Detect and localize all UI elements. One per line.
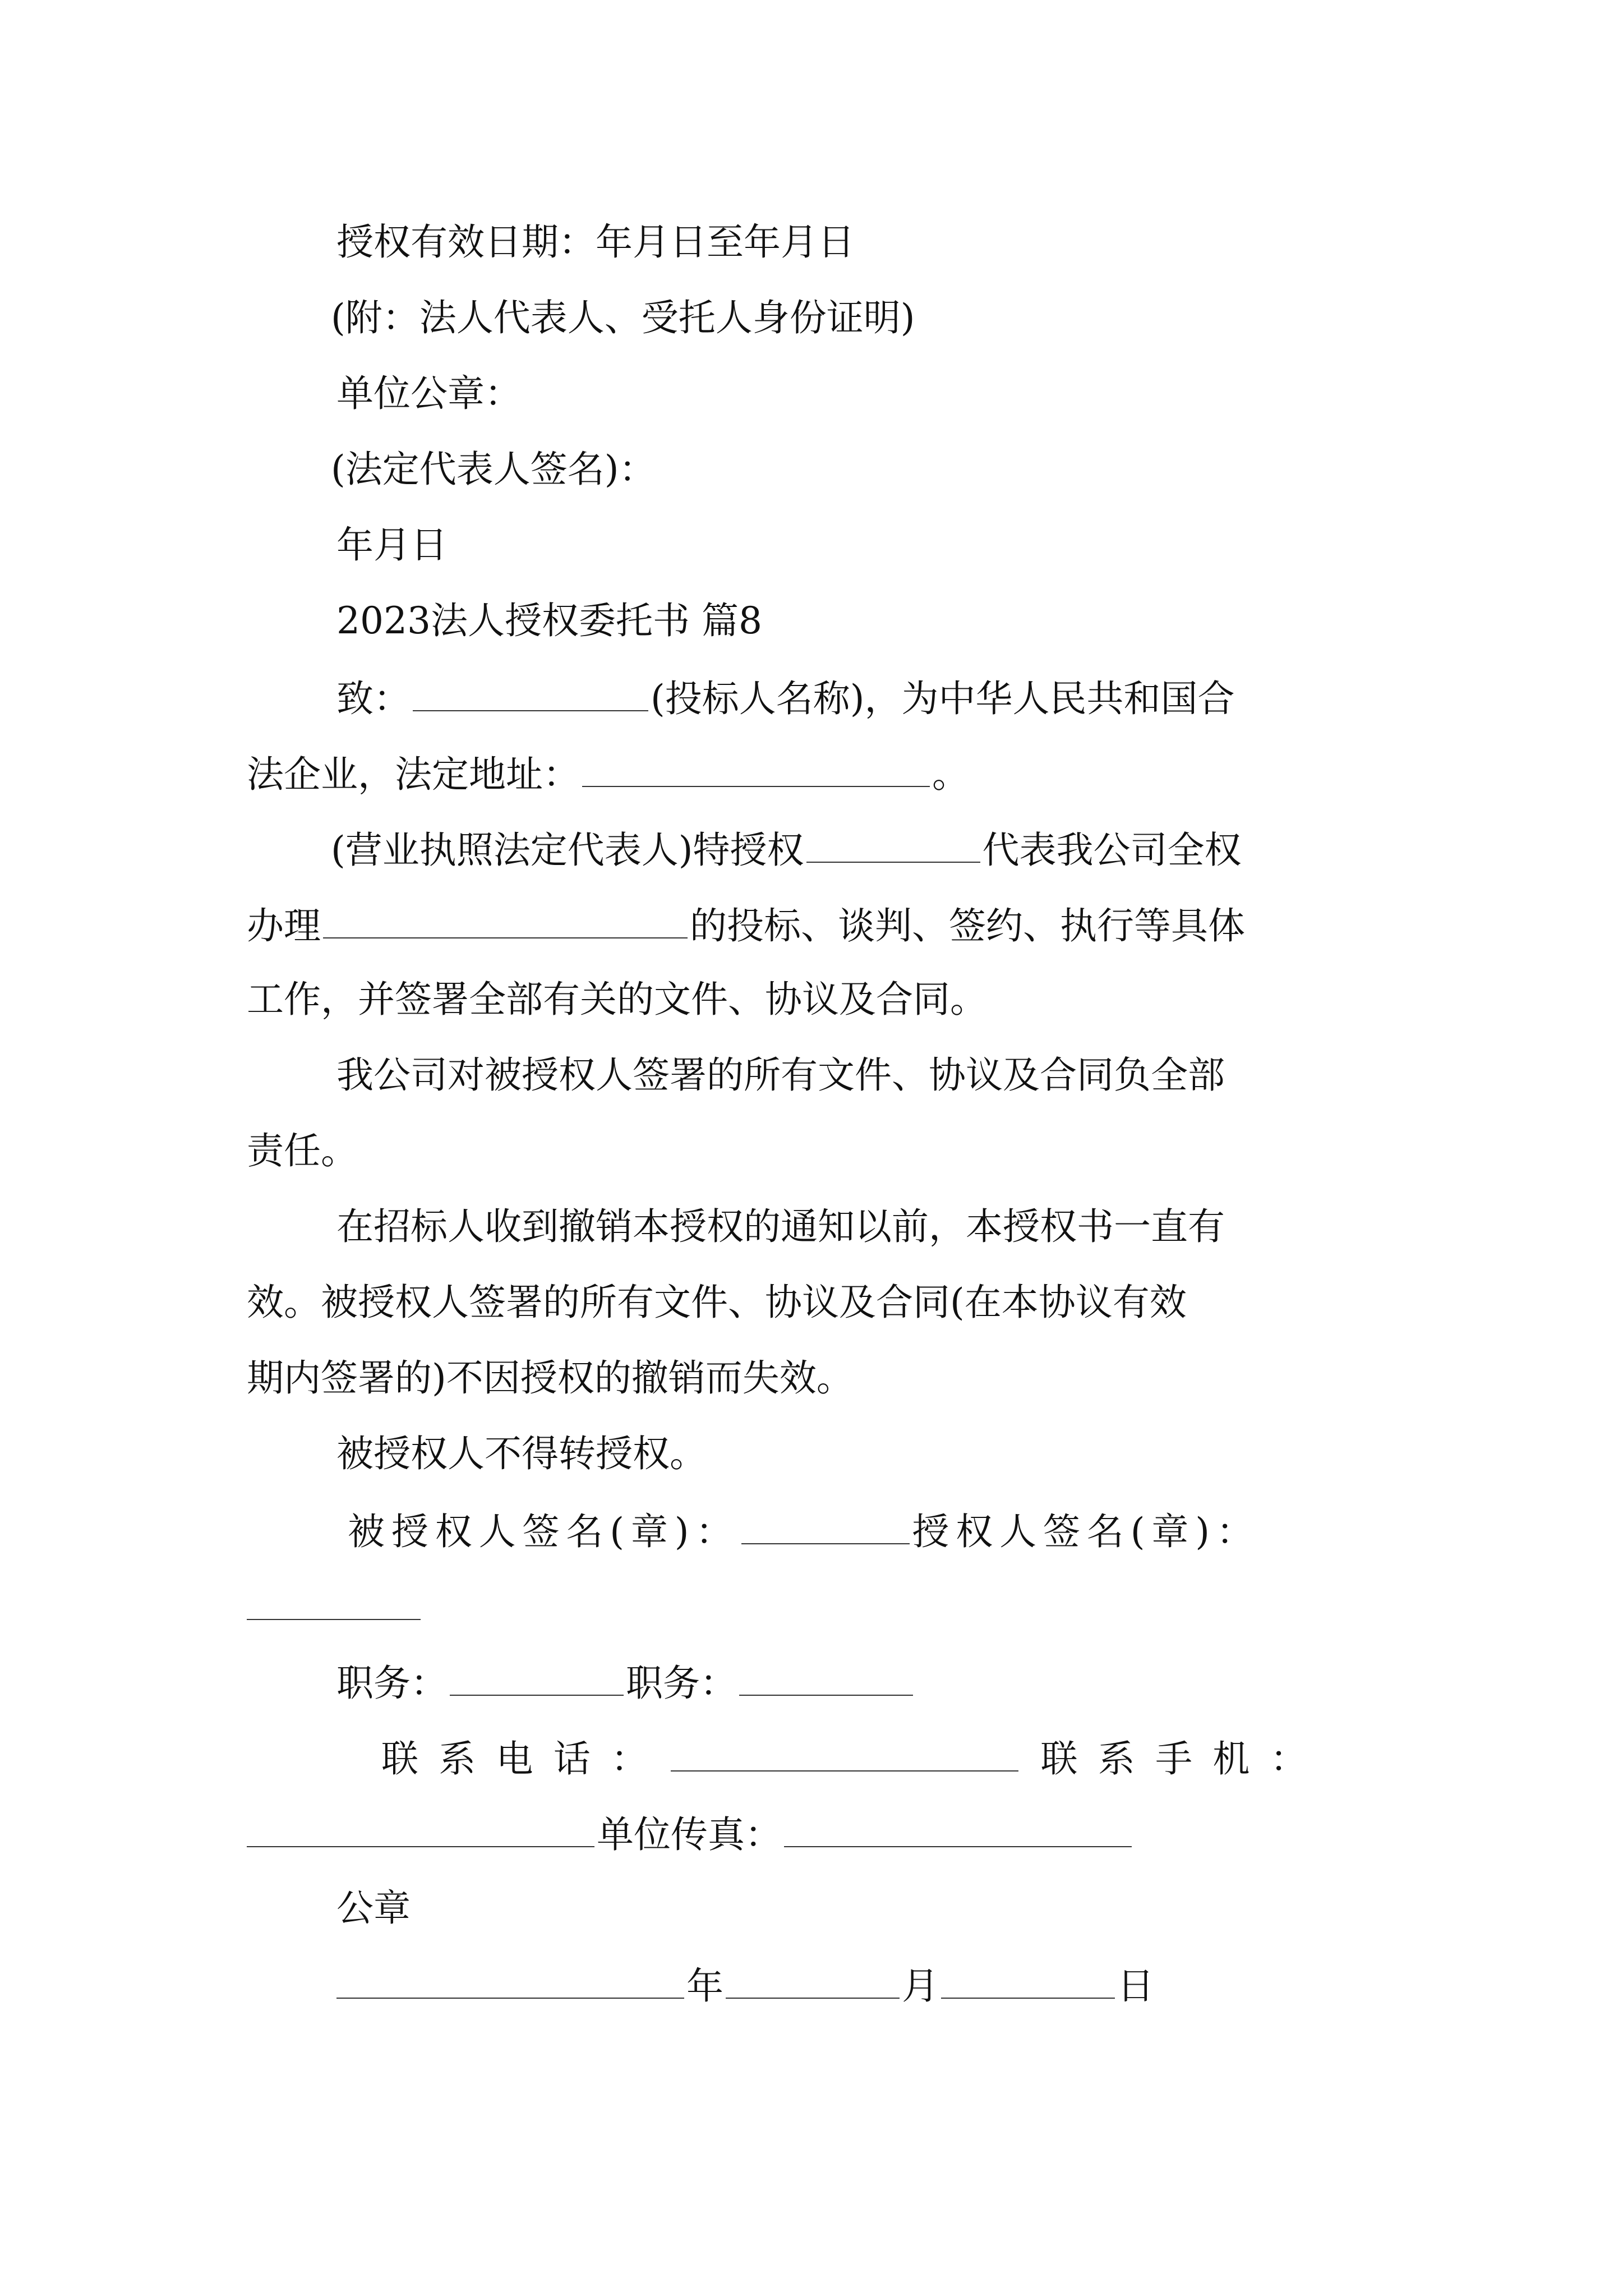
attachment-note: (附：法人代表人、受托人身份证明) bbox=[331, 296, 915, 339]
grantor-signature-blank bbox=[247, 1582, 421, 1620]
final-date-line bbox=[336, 1961, 1154, 2008]
mobile-blank bbox=[247, 1809, 594, 1847]
validity-clause-line-2: 效。被授权人签署的所有文件、协议及合同(在本协议有效 bbox=[247, 1281, 1187, 1324]
mobile-label: 联系手机： bbox=[1040, 1737, 1327, 1780]
grantor-signature-wrap bbox=[247, 1582, 423, 1629]
grant-prefix: (营业执照法定代表人)特授权 bbox=[331, 829, 804, 872]
grant-line2-end: 的投标、谈判、签约、执行等具体 bbox=[690, 904, 1245, 947]
grantee-signature-blank bbox=[741, 1506, 910, 1544]
to-middle: (投标人名称)，为中华人民共和国合 bbox=[651, 677, 1235, 720]
year-label: 年 bbox=[686, 1964, 723, 2008]
day-blank bbox=[941, 1961, 1115, 1999]
grant-middle: 代表我公司全权 bbox=[982, 829, 1242, 872]
grantor-title-blank bbox=[739, 1658, 913, 1696]
address-end: 。 bbox=[932, 753, 969, 796]
to-line bbox=[336, 673, 1235, 720]
no-sublicense-line: 被授权人不得转授权。 bbox=[336, 1432, 707, 1475]
day-label: 日 bbox=[1117, 1964, 1154, 2008]
grantor-title-label: 职务： bbox=[626, 1662, 737, 1705]
validity-clause-line-3: 期内签署的)不因授权的撤销而失效。 bbox=[247, 1356, 854, 1400]
grantee-title-label: 职务： bbox=[336, 1662, 448, 1705]
phone-label: 联系电话： bbox=[381, 1737, 668, 1780]
grant-line-2 bbox=[247, 900, 1245, 947]
grantor-signature-label: 授权人签名(章)： bbox=[912, 1510, 1260, 1553]
year-blank bbox=[336, 1961, 684, 1999]
grantee-signature-label: 被授权人签名(章)： bbox=[348, 1510, 740, 1553]
unit-seal-line: 单位公章： bbox=[336, 372, 522, 415]
grant-line2-prefix: 办理 bbox=[247, 904, 321, 947]
validity-date-line: 授权有效日期：年月日至年月日 bbox=[336, 220, 855, 264]
date-line: 年月日 bbox=[336, 523, 448, 567]
month-label: 月 bbox=[902, 1964, 939, 2008]
validity-clause-line-1: 在招标人收到撤销本授权的通知以前，本授权书一直有 bbox=[336, 1205, 1225, 1248]
responsibility-line-2: 责任。 bbox=[247, 1129, 358, 1172]
title-line bbox=[336, 1658, 915, 1705]
phone-blank bbox=[671, 1733, 1018, 1772]
to-prefix: 致： bbox=[336, 677, 411, 720]
grantee-name-blank bbox=[806, 825, 980, 863]
fax-line bbox=[247, 1809, 1134, 1856]
grant-line-3: 工作，并签署全部有关的文件、协议及合同。 bbox=[247, 978, 987, 1021]
address-blank bbox=[582, 749, 930, 787]
address-line bbox=[247, 749, 969, 796]
bidder-name-blank bbox=[413, 673, 648, 711]
grantee-title-blank bbox=[450, 1658, 624, 1696]
address-prefix: 法企业，法定地址： bbox=[247, 753, 580, 796]
responsibility-line-1: 我公司对被授权人签署的所有文件、协议及合同负全部 bbox=[336, 1053, 1225, 1097]
seal-line: 公章 bbox=[336, 1887, 411, 1930]
project-blank bbox=[323, 900, 688, 938]
contact-line bbox=[381, 1733, 1327, 1780]
grant-line-1 bbox=[331, 825, 1242, 872]
fax-blank bbox=[784, 1809, 1132, 1847]
fax-label: 单位传真： bbox=[597, 1813, 782, 1856]
legal-rep-sign-line: (法定代表人签名)： bbox=[331, 448, 656, 491]
month-blank bbox=[726, 1961, 900, 1999]
signature-line bbox=[348, 1506, 1260, 1553]
section-title: 2023法人授权委托书 篇8 bbox=[336, 599, 762, 642]
